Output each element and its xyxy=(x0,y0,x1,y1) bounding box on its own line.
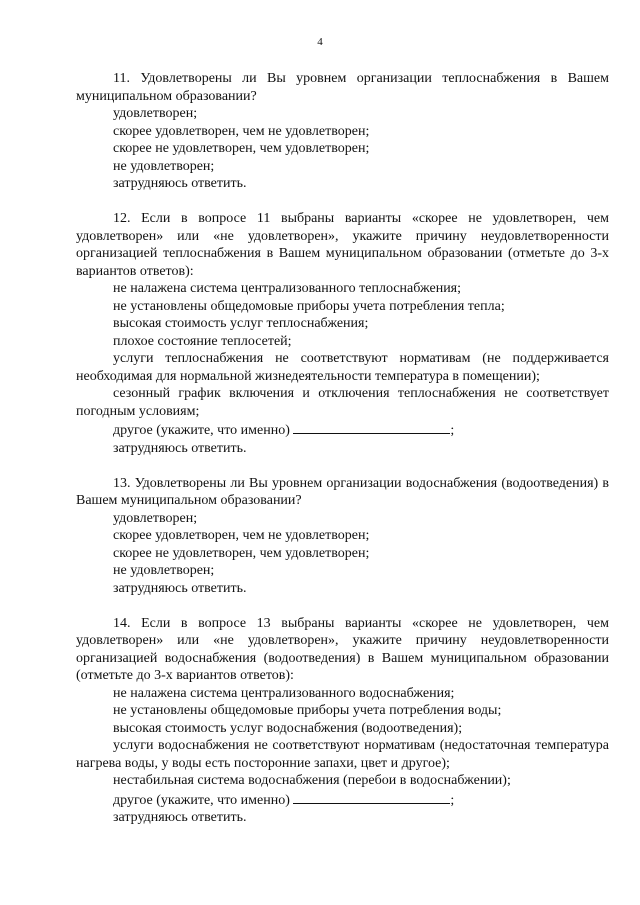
answer-option: не налажена система централизованного водоснабжения; xyxy=(113,685,455,701)
answer-option: скорее удовлетворен, чем не удовлетворен; xyxy=(113,123,370,139)
answer-option: высокая стоимость услуг водоснабжения (водоотведения); xyxy=(113,720,463,736)
answer-option: затрудняюсь ответить. xyxy=(113,810,247,825)
question-13 xyxy=(76,475,609,598)
answer-option: удовлетворен; xyxy=(113,106,198,121)
answer-option: затрудняюсь ответить. xyxy=(113,440,247,456)
answer-option: высокая стоимость услуг теплоснабжения; xyxy=(113,316,369,331)
other-label: другое (укажите, что именно) xyxy=(113,423,290,438)
question-text: 11. Удовлетворены ли Вы уровнем организации теплоснабжения в Вашем муниципальном образовании? xyxy=(76,71,609,104)
answer-option: не установлены общедомовые приборы учета потребления воды; xyxy=(113,703,502,718)
answer-option: плохое состояние теплосетей; xyxy=(113,333,292,349)
question-14 xyxy=(76,615,609,827)
answer-option: услуги водоснабжения не соответствуют нормативам (недостаточная температура нагрева воды, у воды есть посторонние запахи, цвет и другое); xyxy=(76,738,609,771)
answer-option: не установлены общедомовые приборы учета потребления тепла; xyxy=(113,298,505,314)
answer-option-other xyxy=(76,420,609,440)
fill-in-blank[interactable] xyxy=(293,790,450,804)
fill-in-blank[interactable] xyxy=(293,420,450,434)
question-12 xyxy=(76,210,609,457)
answer-option: скорее не удовлетворен, чем удовлетворен; xyxy=(113,141,370,156)
answer-option: затрудняюсь ответить. xyxy=(113,580,247,596)
other-suffix: ; xyxy=(450,792,455,808)
answer-option: не удовлетворен; xyxy=(113,563,215,578)
question-text: 13. Удовлетворены ли Вы уровнем организации водоснабжения (водоотведения) в Вашем муниципальном образовании? xyxy=(76,475,609,508)
question-text: 14. Если в вопросе 13 выбраны варианты «скорее не удовлетворен, чем удовлетворен» или «не удовлетворен», укажите причину неудовлетворенности организацией водоснабжения (водоотведения) в Вашем муниципальном образовании (отметьте до 3-х вариантов ответов): xyxy=(76,615,609,683)
answer-option: скорее удовлетворен, чем не удовлетворен; xyxy=(113,528,370,543)
answer-option: нестабильная система водоснабжения (перебои в водоснабжении); xyxy=(113,773,511,788)
answer-option: сезонный график включения и отключения теплоснабжения не соответствует погодным условиям; xyxy=(76,386,609,419)
question-11 xyxy=(76,70,609,193)
questionnaire-body xyxy=(76,70,609,844)
answer-option: услуги теплоснабжения не соответствуют нормативам (не поддерживается необходимая для нормальной жизнедеятельности температура в помещении); xyxy=(76,351,609,384)
answer-option: удовлетворен; xyxy=(113,510,198,526)
answer-option: не налажена система централизованного теплоснабжения; xyxy=(113,281,462,296)
page-number: 4 xyxy=(317,36,323,48)
answer-option: затрудняюсь ответить. xyxy=(113,176,247,191)
other-label: другое (укажите, что именно) xyxy=(113,792,290,808)
answer-option: скорее не удовлетворен, чем удовлетворен; xyxy=(113,545,370,561)
question-text: 12. Если в вопросе 11 выбраны варианты «скорее не удовлетворен, чем удовлетворен» или «не удовлетворен», укажите причину неудовлетворенности организацией теплоснабжения в Вашем муниципальном образовании (отметьте до 3-х вариантов ответов): xyxy=(76,211,609,279)
answer-option: не удовлетворен; xyxy=(113,158,215,174)
other-suffix: ; xyxy=(450,423,455,438)
answer-option-other xyxy=(76,790,609,810)
